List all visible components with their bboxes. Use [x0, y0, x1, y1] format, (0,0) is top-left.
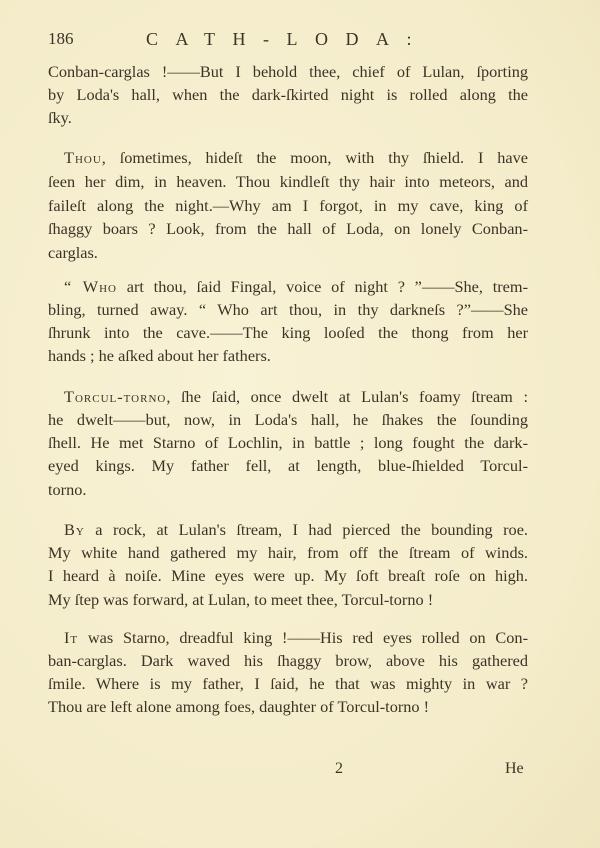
running-title: CATH-LODA: [146, 29, 429, 49]
text-line [48, 108, 528, 128]
text-line [48, 172, 528, 192]
text-line [48, 566, 528, 586]
text-line [48, 543, 528, 563]
line-text: he dwelt——but, now, in Loda's hall, he ſhakes the ſounding [48, 410, 528, 429]
text-line [48, 243, 528, 263]
line-text: carglas. [48, 243, 98, 262]
paragraph-lead-small-caps: It [64, 628, 79, 647]
text-line [48, 520, 528, 540]
paragraph-lead-small-caps: By [64, 520, 85, 539]
line-text: a rock, at Lulan's ſtream, I had pierced the bounding roe. [84, 520, 528, 539]
text-line [48, 590, 528, 610]
text-line [48, 697, 528, 717]
text-line [48, 628, 528, 648]
catchword: He [505, 760, 524, 777]
line-text: My ſtep was forward, at Lulan, to meet thee, Torcul-torno ! [48, 590, 434, 609]
line-text: by Loda's hall, when the dark-ſkirted night is rolled along the [48, 85, 528, 104]
line-text: Thou are left alone among foes, daughter of Torcul-torno ! [48, 697, 430, 716]
line-text: ſeen her dim, in heaven. Thou kindleſt thy hair into meteors, and [48, 172, 528, 191]
signature-mark: 2 [335, 760, 343, 777]
line-text: ſhell. He met Starno of Lochlin, in battle ; long fought the dark- [48, 433, 528, 452]
line-text: torno. [48, 480, 87, 499]
text-line [48, 456, 528, 476]
text-line [48, 277, 528, 297]
line-text: ſhaggy boars ? Look, from the hall of Loda, on lonely Conban- [48, 219, 528, 238]
line-text: , ſometimes, hideſt the moon, with thy ſhield. I have [101, 148, 528, 167]
running-header [48, 29, 528, 53]
page-number: 186 [48, 29, 74, 48]
text-line [48, 196, 528, 216]
line-text: hands ; he aſked about her fathers. [48, 346, 271, 365]
text-line [48, 300, 528, 320]
line-text: was Starno, dreadful king !——His red eyes rolled on Con- [78, 628, 528, 647]
text-line [48, 433, 528, 453]
text-line [48, 62, 528, 82]
paragraph-lead-small-caps: Thou [64, 148, 102, 167]
line-text: ſhrunk into the cave.——The king looſed the thong from her [48, 323, 528, 342]
line-text: My white hand gathered my hair, from off the ſtream of winds. [48, 543, 528, 562]
text-line [48, 85, 528, 105]
line-text: , ſhe ſaid, once dwelt at Lulan's foamy ſtream : [166, 387, 528, 406]
line-text: ban-carglas. Dark waved his ſhaggy brow, above his gathered [48, 651, 528, 670]
line-text: art thou, ſaid Fingal, voice of night ? ”——She, trem- [116, 277, 528, 296]
text-line [48, 651, 528, 671]
line-text: ſky. [48, 108, 72, 127]
line-text: ſmile. Where is my father, I ſaid, he that was mighty in war ? [48, 674, 528, 693]
line-text: eyed kings. My father fell, at length, blue-ſhielded Torcul- [48, 456, 528, 475]
text-line [48, 410, 528, 430]
text-line [48, 148, 528, 168]
text-line [48, 219, 528, 239]
paragraph-lead-small-caps: “ Who [64, 277, 117, 296]
text-line [48, 387, 528, 407]
paragraph-lead-small-caps: Torcul-torno [64, 387, 167, 406]
line-text: I heard à noiſe. Mine eyes were up. My ſoft breaſt roſe on high. [48, 566, 528, 585]
line-text: faileſt along the night.—Why am I forgot, in my cave, king of [48, 196, 528, 215]
line-text: Conban-carglas !——But I behold thee, chief of Lulan, ſporting [48, 62, 528, 81]
text-line [48, 674, 528, 694]
text-line [48, 323, 528, 343]
text-line [48, 346, 528, 366]
line-text: bling, turned away. “ Who art thou, in thy darkneſs ?”——She [48, 300, 528, 319]
text-line [48, 480, 528, 500]
